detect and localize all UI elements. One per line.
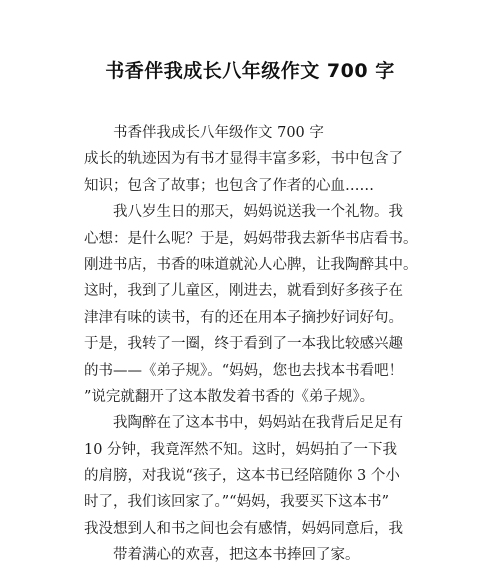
text-line: 10 分钟，我竟浑然不知。这时，妈妈拍了一下我 [84,441,398,458]
document-body [84,120,424,569]
text-line: 于是，我转了一圈，终于看到了一本我比较感兴趣 [84,336,403,353]
document-title: 书香伴我成长八年级作文 700 字 [105,60,395,82]
text-line: 我八岁生日的那天，妈妈说送我一个礼物。我 [113,204,403,221]
text-line: 时了，我们该回家了。”“妈妈，我要买下这本书” [84,494,389,511]
text-line: 这时，我到了儿童区，刚进去，就看到好多孩子在 [84,283,403,300]
text-line: 书香伴我成长八年级作文 700 字 [113,125,324,141]
text-line: 心想：是什么呢？于是，妈妈带我去新华书店看书。 [84,230,418,247]
text-line: 刚进书店，书香的味道就沁人心脾，让我陶醉其中。 [84,256,418,273]
text-line: 的书——《弟子规》。“妈妈，您也去找本书看吧！ [84,362,404,379]
text-line: 知识；包含了故事；也包含了作者的心血…… [84,177,374,194]
text-line: 带着满心的欢喜，把这本书捧回了家。 [113,547,360,564]
text-line: 津津有味的读书，有的还在用本子摘抄好词好句。 [84,309,403,326]
text-line: ”说完就翻开了这本散发着书香的《弟子规》。 [84,388,375,405]
text-line: 我陶醉在了这本书中，妈妈站在我背后足足有 [113,415,403,432]
text-line: 的肩膀，对我说“孩子，这本书已经陪随你 3 个小 [84,468,400,485]
text-line: 我没想到人和书之间也会有感情，妈妈同意后，我 [84,520,403,537]
text-line: 成长的轨迹因为有书才显得丰富多彩，书中包含了 [84,151,403,168]
